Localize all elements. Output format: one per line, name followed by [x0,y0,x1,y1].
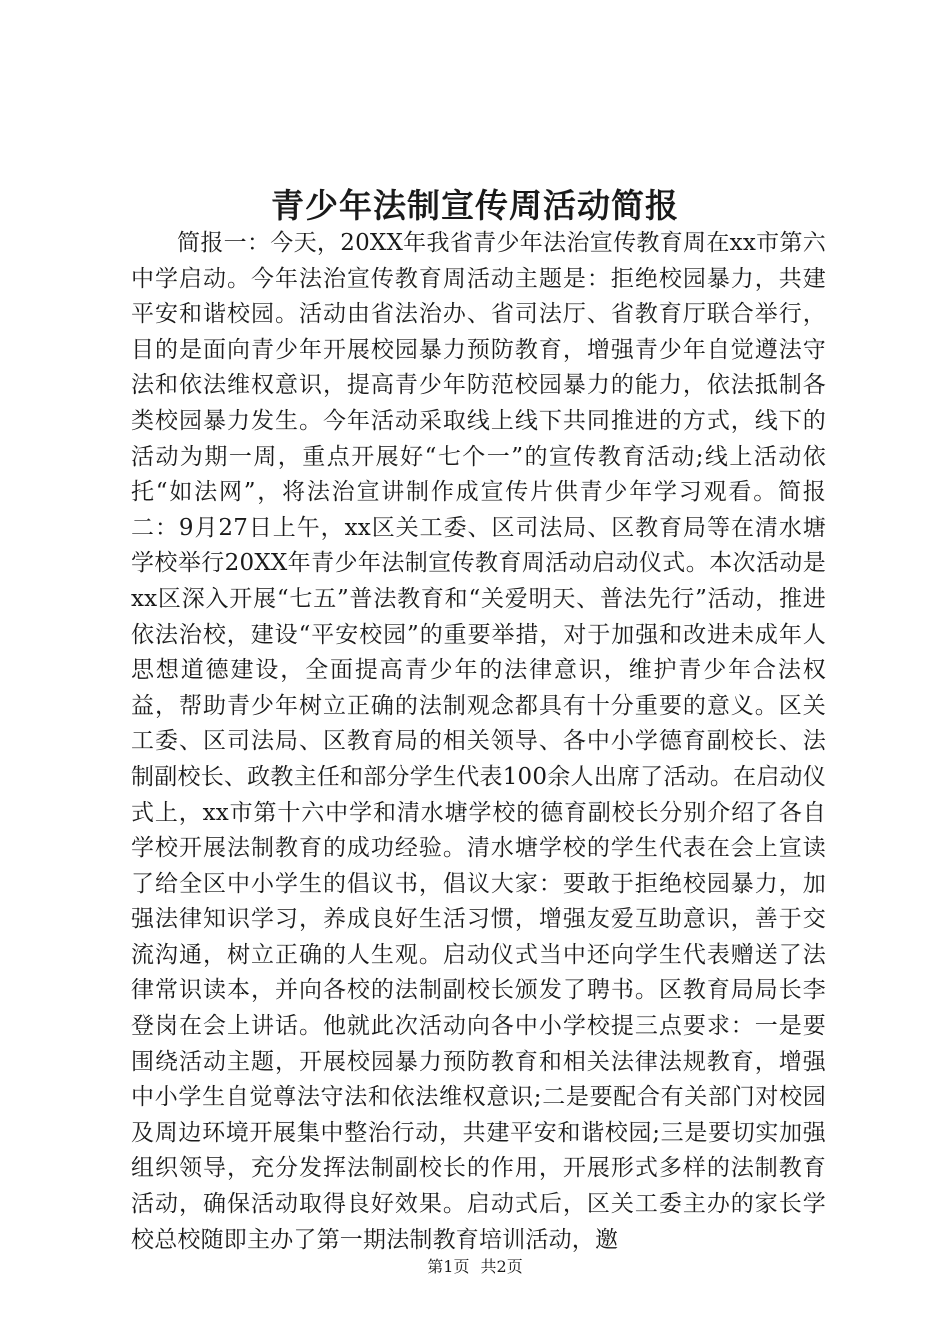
page-footer [0,1256,950,1278]
page-number: 第1页 [427,1257,470,1276]
document-title: 青少年法制宣传周活动简报 [271,186,679,225]
page-total: 共2页 [480,1257,523,1276]
document-body: 简报一：今天，20XX年我省青少年法治宣传教育周在xx市第六中学启动。今年法治宣传教育周活动主题是：拒绝校园暴力，共建平安和谐校园。活动由省法治办、省司法厅、省教育厅联合举行，目的是面向青少年开展校园暴力预防教育，增强青少年自觉遵法守法和依法维权意识，提高青少年防范校园暴力的能力，依法抵制各类校园暴力发生。今年活动采取线上线下共同推进的方式，线下的活动为期一周，重点开展好“七个一”的宣传教育活动;线上活动依托“如法网”，将法治宣讲制作成宣传片供青少年学习观看。简报二：9月27日上午，xx区关工委、区司法局、区教育局等在清水塘学校举行20XX年青少年法制宣传教育周活动启动仪式。本次活动是xx区深入开展“七五”普法教育和“关爱明天、普法先行”活动，推进依法治校，建设“平安校园”的重要举措，对于加强和改进未成年人思想道德建设，全面提高青少年的法律意识，维护青少年合法权益，帮助青少年树立正确的法制观念都具有十分重要的意义。区关工委、区司法局、区教育局的相关领导、各中小学德育副校长、法制副校长、政教主任和部分学生代表100余人出席了活动。在启动仪式上，xx市第十六中学和清水塘学校的德育副校长分别介绍了各自学校开展法制教育的成功经验。清水塘学校的学生代表在会上宣读了给全区中小学生的倡议书，倡议大家：要敢于拒绝校园暴力，加强法律知识学习，养成良好生活习惯，增强友爱互助意识，善于交流沟通，树立正确的人生观。启动仪式当中还向学生代表赠送了法律常识读本，并向各校的法制副校长颁发了聘书。区教育局局长李登岗在会上讲话。他就此次活动向各中小学校提三点要求：一是要围绕活动主题，开展校园暴力预防教育和相关法律法规教育，增强中小学生自觉尊法守法和依法维权意识;二是要配合有关部门对校园及周边环境开展集中整治行动，共建平安和谐校园;三是要切实加强组织领导，充分发挥法制副校长的作用，开展形式多样的法制教育活动，确保活动取得良好效果。启动式后，区关工委主办的家长学校总校随即主办了第一期法制教育培训活动，邀 [131,230,826,1253]
